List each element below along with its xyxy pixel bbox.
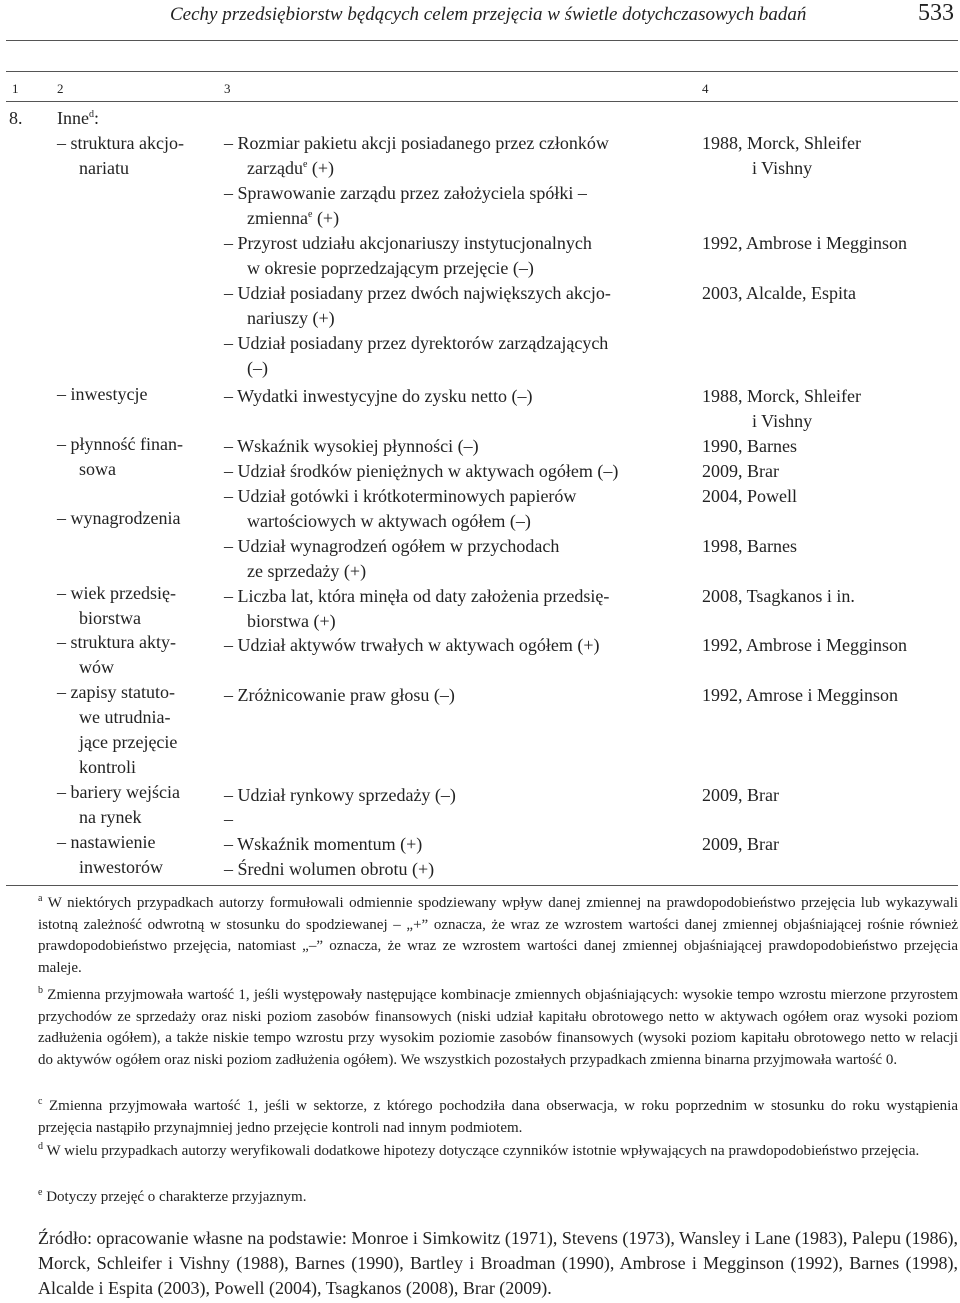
variable-line: wartościowych w aktywach ogółem (–)	[247, 511, 531, 531]
study-reference: 2009, Brar	[702, 461, 779, 481]
variable-line: zmienna$^e$ (+)	[247, 208, 340, 228]
study-reference: 1988, Morck, Shleifer	[702, 386, 861, 406]
section-number: 8.	[9, 108, 23, 128]
study-reference: 2004, Powell	[702, 486, 798, 506]
variable-line: – Liczba lat, która minęła od daty założenia przedsię-	[224, 586, 610, 606]
variable-line: – Rozmiar pakietu akcji posiadanego przez członków	[224, 133, 609, 153]
variable-line: – Zróżnicowanie praw głosu (–)	[224, 685, 455, 705]
variable-line: nariuszy (+)	[247, 308, 335, 328]
category-label: we utrudnia-	[79, 707, 171, 727]
study-reference: 1990, Barnes	[702, 436, 797, 456]
variable-line: –	[224, 809, 233, 829]
study-reference: 1998, Barnes	[702, 536, 797, 556]
category-label: – wynagrodzenia	[57, 508, 181, 528]
variable-line: – Wydatki inwestycyjne do zysku netto (–)	[224, 386, 533, 406]
category-label: – płynność finan-	[57, 434, 183, 454]
footnote-e: $^e$ Dotyczy przejęć o charakterze przyjaznym.	[38, 1187, 307, 1205]
footnote-b: $^b$ Zmienna przyjmowała wartość 1, jeśli występowały następujące kombinacje zmiennych objaśniających: wysokie tempo wzrostu mierzone przyrostem przychodów ze sprzedaży oraz niski poziom zasobów finansowych (niski udział kapitału obrotowego netto w aktywach ogółem oraz wysoki poziom zadłużenia ogółem), a także niskie tempo wzrostu przy wysokim poziomie zasobów finansowych (wysoki poziom kapitału obrotowego netto w relacji do aktywów ogółem oraz niski poziom zadłużenia ogółem). We wszystkich pozostałych przypadkach zmienna binarna przyjmowała wartość 0.	[38, 985, 959, 1068]
column-number-rule	[6, 101, 958, 102]
category-label: na rynek	[79, 807, 142, 827]
source-note: Źródło: opracowanie własne na podstawie: Monroe i Simkowitz (1971), Stevens (1973), Wansley i Lane (1983), Palepu (1986), Morck, Schleifer i Vishny (1988), Barnes (1990), Bartley i Broadman (1990), Ambrose i Megginson (1992), Barnes (1998), Alcalde i Espita (2003), Powell (2004), Tsagkanos (2008), Brar (2009).	[38, 1228, 959, 1298]
variable-line: – Udział wynagrodzeń ogółem w przychodach	[224, 536, 560, 556]
study-reference: i Vishny	[752, 158, 813, 178]
study-reference: 2003, Alcalde, Espita	[702, 283, 856, 303]
study-reference: 2008, Tsagkanos i in.	[702, 586, 855, 606]
variable-line: biorstwa (+)	[247, 611, 336, 631]
category-label: – wiek przedsię-	[57, 583, 176, 603]
study-reference: 1988, Morck, Shleifer	[702, 133, 861, 153]
column-number-2: 2	[57, 81, 64, 96]
category-label: – bariery wejścia	[57, 782, 180, 802]
category-label: nariatu	[79, 158, 129, 178]
study-reference: 2009, Brar	[702, 785, 779, 805]
study-reference: 1992, Amrose i Megginson	[702, 685, 898, 705]
table-top-rule	[6, 71, 958, 72]
variable-line: – Wskaźnik wysokiej płynności (–)	[224, 436, 479, 456]
category-label: kontroli	[79, 757, 136, 777]
study-reference: 2009, Brar	[702, 834, 779, 854]
variable-line: – Przyrost udziału akcjonariuszy instytucjonalnych	[224, 233, 592, 253]
table-bottom-rule	[6, 885, 958, 886]
variable-line: (–)	[247, 358, 268, 378]
footnote-c: $^c$ Zmienna przyjmowała wartość 1, jeśli w sektorze, z którego pochodziła dana obserwacja, w roku poprzednim w stosunku do roku wystąpienia przejęcia nastąpiło przynajmniej jedno przejęcie kontroli nad innym podmiotem.	[38, 1096, 959, 1136]
category-label: – struktura akcjo-	[57, 133, 184, 153]
variable-line: – Średni wolumen obrotu (+)	[224, 859, 435, 879]
variable-line: w okresie poprzedzającym przejęcie (–)	[247, 258, 534, 278]
variable-line: – Udział gotówki i krótkoterminowych papierów	[224, 486, 577, 506]
study-reference: 1992, Ambrose i Megginson	[702, 233, 907, 253]
column-number-3: 3	[224, 81, 231, 96]
header-rule	[6, 40, 958, 41]
column-number-4: 4	[702, 81, 709, 96]
category-label: sowa	[79, 459, 116, 479]
variable-line: zarządu$^e$ (+)	[247, 158, 335, 178]
variable-line: – Udział aktywów trwałych w aktywach ogółem (+)	[224, 635, 600, 655]
section-label: Inne$^d$:	[57, 108, 99, 128]
running-title: Cechy przedsiębiorstw będących celem przejęcia w świetle dotychczasowych badań	[170, 4, 807, 25]
study-reference: 1992, Ambrose i Megginson	[702, 635, 907, 655]
category-label: jące przejęcie	[79, 732, 178, 752]
variable-line: ze sprzedaży (+)	[247, 561, 367, 581]
category-label: – nastawienie	[57, 832, 156, 852]
category-label: – struktura akty-	[57, 632, 176, 652]
variable-line: – Wskaźnik momentum (+)	[224, 834, 423, 854]
variable-line: – Udział posiadany przez dyrektorów zarządzających	[224, 333, 609, 353]
category-label: – inwestycje	[57, 384, 148, 404]
category-label: biorstwa	[79, 608, 141, 628]
page-number: 533	[918, 0, 954, 26]
variable-line: – Udział posiadany przez dwóch największych akcjo-	[224, 283, 611, 303]
category-label: wów	[79, 657, 114, 677]
study-reference: i Vishny	[752, 411, 813, 431]
footnote-a: $^a$ W niektórych przypadkach autorzy formułowali odmiennie spodziewany wpływ danej zmiennej na prawdopodobieństwo przejęcia lub wykazywali istotną zależność odwrotną w stosunku do spodziewanej – „+” oznacza, że wraz ze wzrostem wartości danej zmiennej objaśniającej rośnie również prawdopodobieństwo przejęcia, natomiast „–” oznacza, że wraz ze wzrostem wartości danej zmiennej objaśniającej prawdopodobieństwo przejęcia maleje.	[38, 893, 958, 976]
category-label: – zapisy statuto-	[57, 682, 175, 702]
category-label: inwestorów	[79, 857, 163, 877]
column-number-1: 1	[12, 81, 19, 96]
variable-line: – Udział rynkowy sprzedaży (–)	[224, 785, 456, 805]
variable-line: – Udział środków pieniężnych w aktywach ogółem (–)	[224, 461, 619, 481]
footnote-d: $^d$ W wielu przypadkach autorzy weryfikowali dodatkowe hipotezy dotyczące czynników istotnie wpływających na prawdopodobieństwo przejęcia.	[38, 1141, 920, 1159]
variable-line: – Sprawowanie zarządu przez założyciela spółki –	[224, 183, 587, 203]
